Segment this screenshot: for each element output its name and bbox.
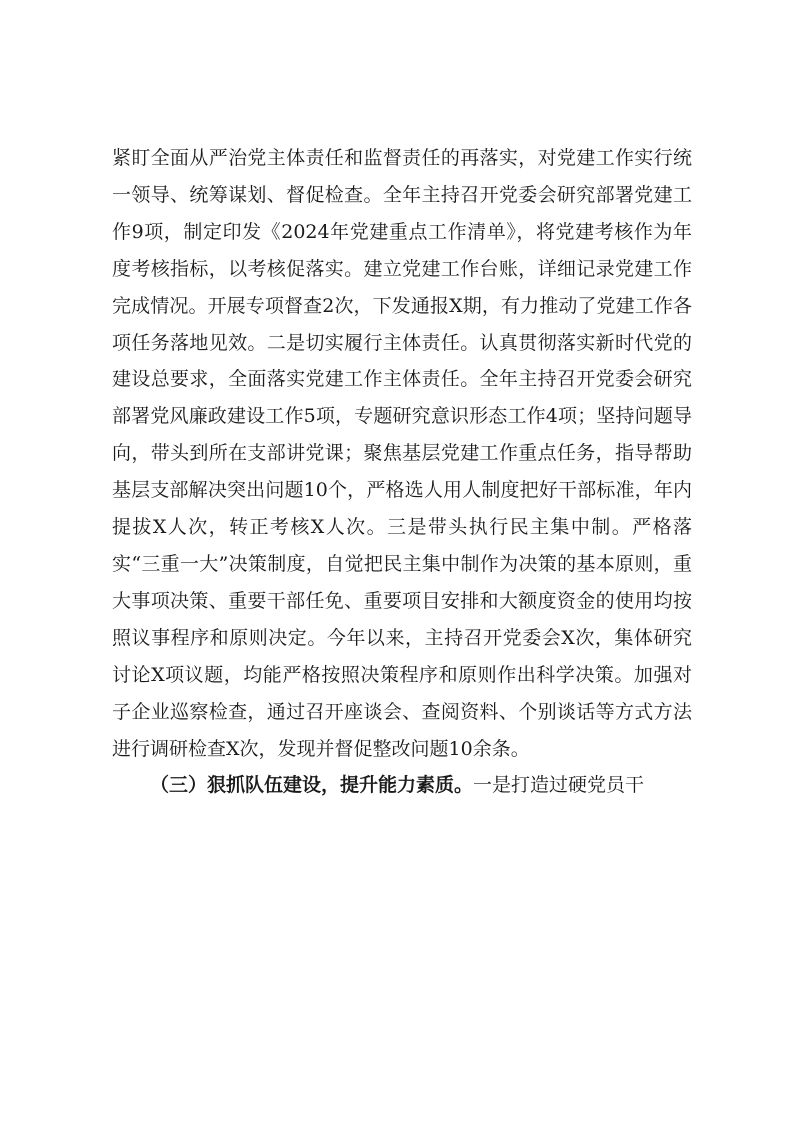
paragraph-party-building-responsibility: 紧盯全面从严治党主体责任和监督责任的再落实，对党建工作实行统一领导、统筹谋划、督促检查。全年主持召开党委会研究部署党建工作9项，制定印发《2024年党建重点工作清单》，将党建考核作为年度考核指标，以考核促落实。建立党建工作台账，详细记录党建工作完成情况。开展专项督查2次，下发通报X期，有力推动了党建工作各项任务落地见效。二是切实履行主体责任。认真贯彻落实新时代党的建设总要求，全面落实党建工作主体责任。全年主持召开党委会研究部署党风廉政建设工作5项，专题研究意识形态工作4项；坚持问题导向，带头到所在支部讲党课；聚焦基层党建工作重点任务，指导帮助基层支部解决突出问题10个，严格选人用人制度把好干部标准，年内提拔X人次，转正考核X人次。三是带头执行民主集中制。严格落实“三重一大”决策制度，自觉把民主集中制作为决策的基本原则，重大事项决策、重要干部任免、重要项目安排和大额度资金的使用均按照议事程序和原则决定。今年以来，主持召开党委会X次，集体研究讨论X项议题，均能严格按照决策程序和原则作出科学决策。加强对子企业巡察检查，通过召开座谈会、查阅资料、个别谈话等方式方法进行调研检查X次，发现并督促整改问题10余条。 <box>112 147 692 760</box>
section-heading-team-building: （三）狠抓队伍建设，提升能力素质。 <box>150 774 474 797</box>
document-body <box>112 140 692 804</box>
paragraph-team-building <box>112 767 692 804</box>
paragraph-team-building-text: 一是打造过硬党员干 <box>473 774 645 797</box>
